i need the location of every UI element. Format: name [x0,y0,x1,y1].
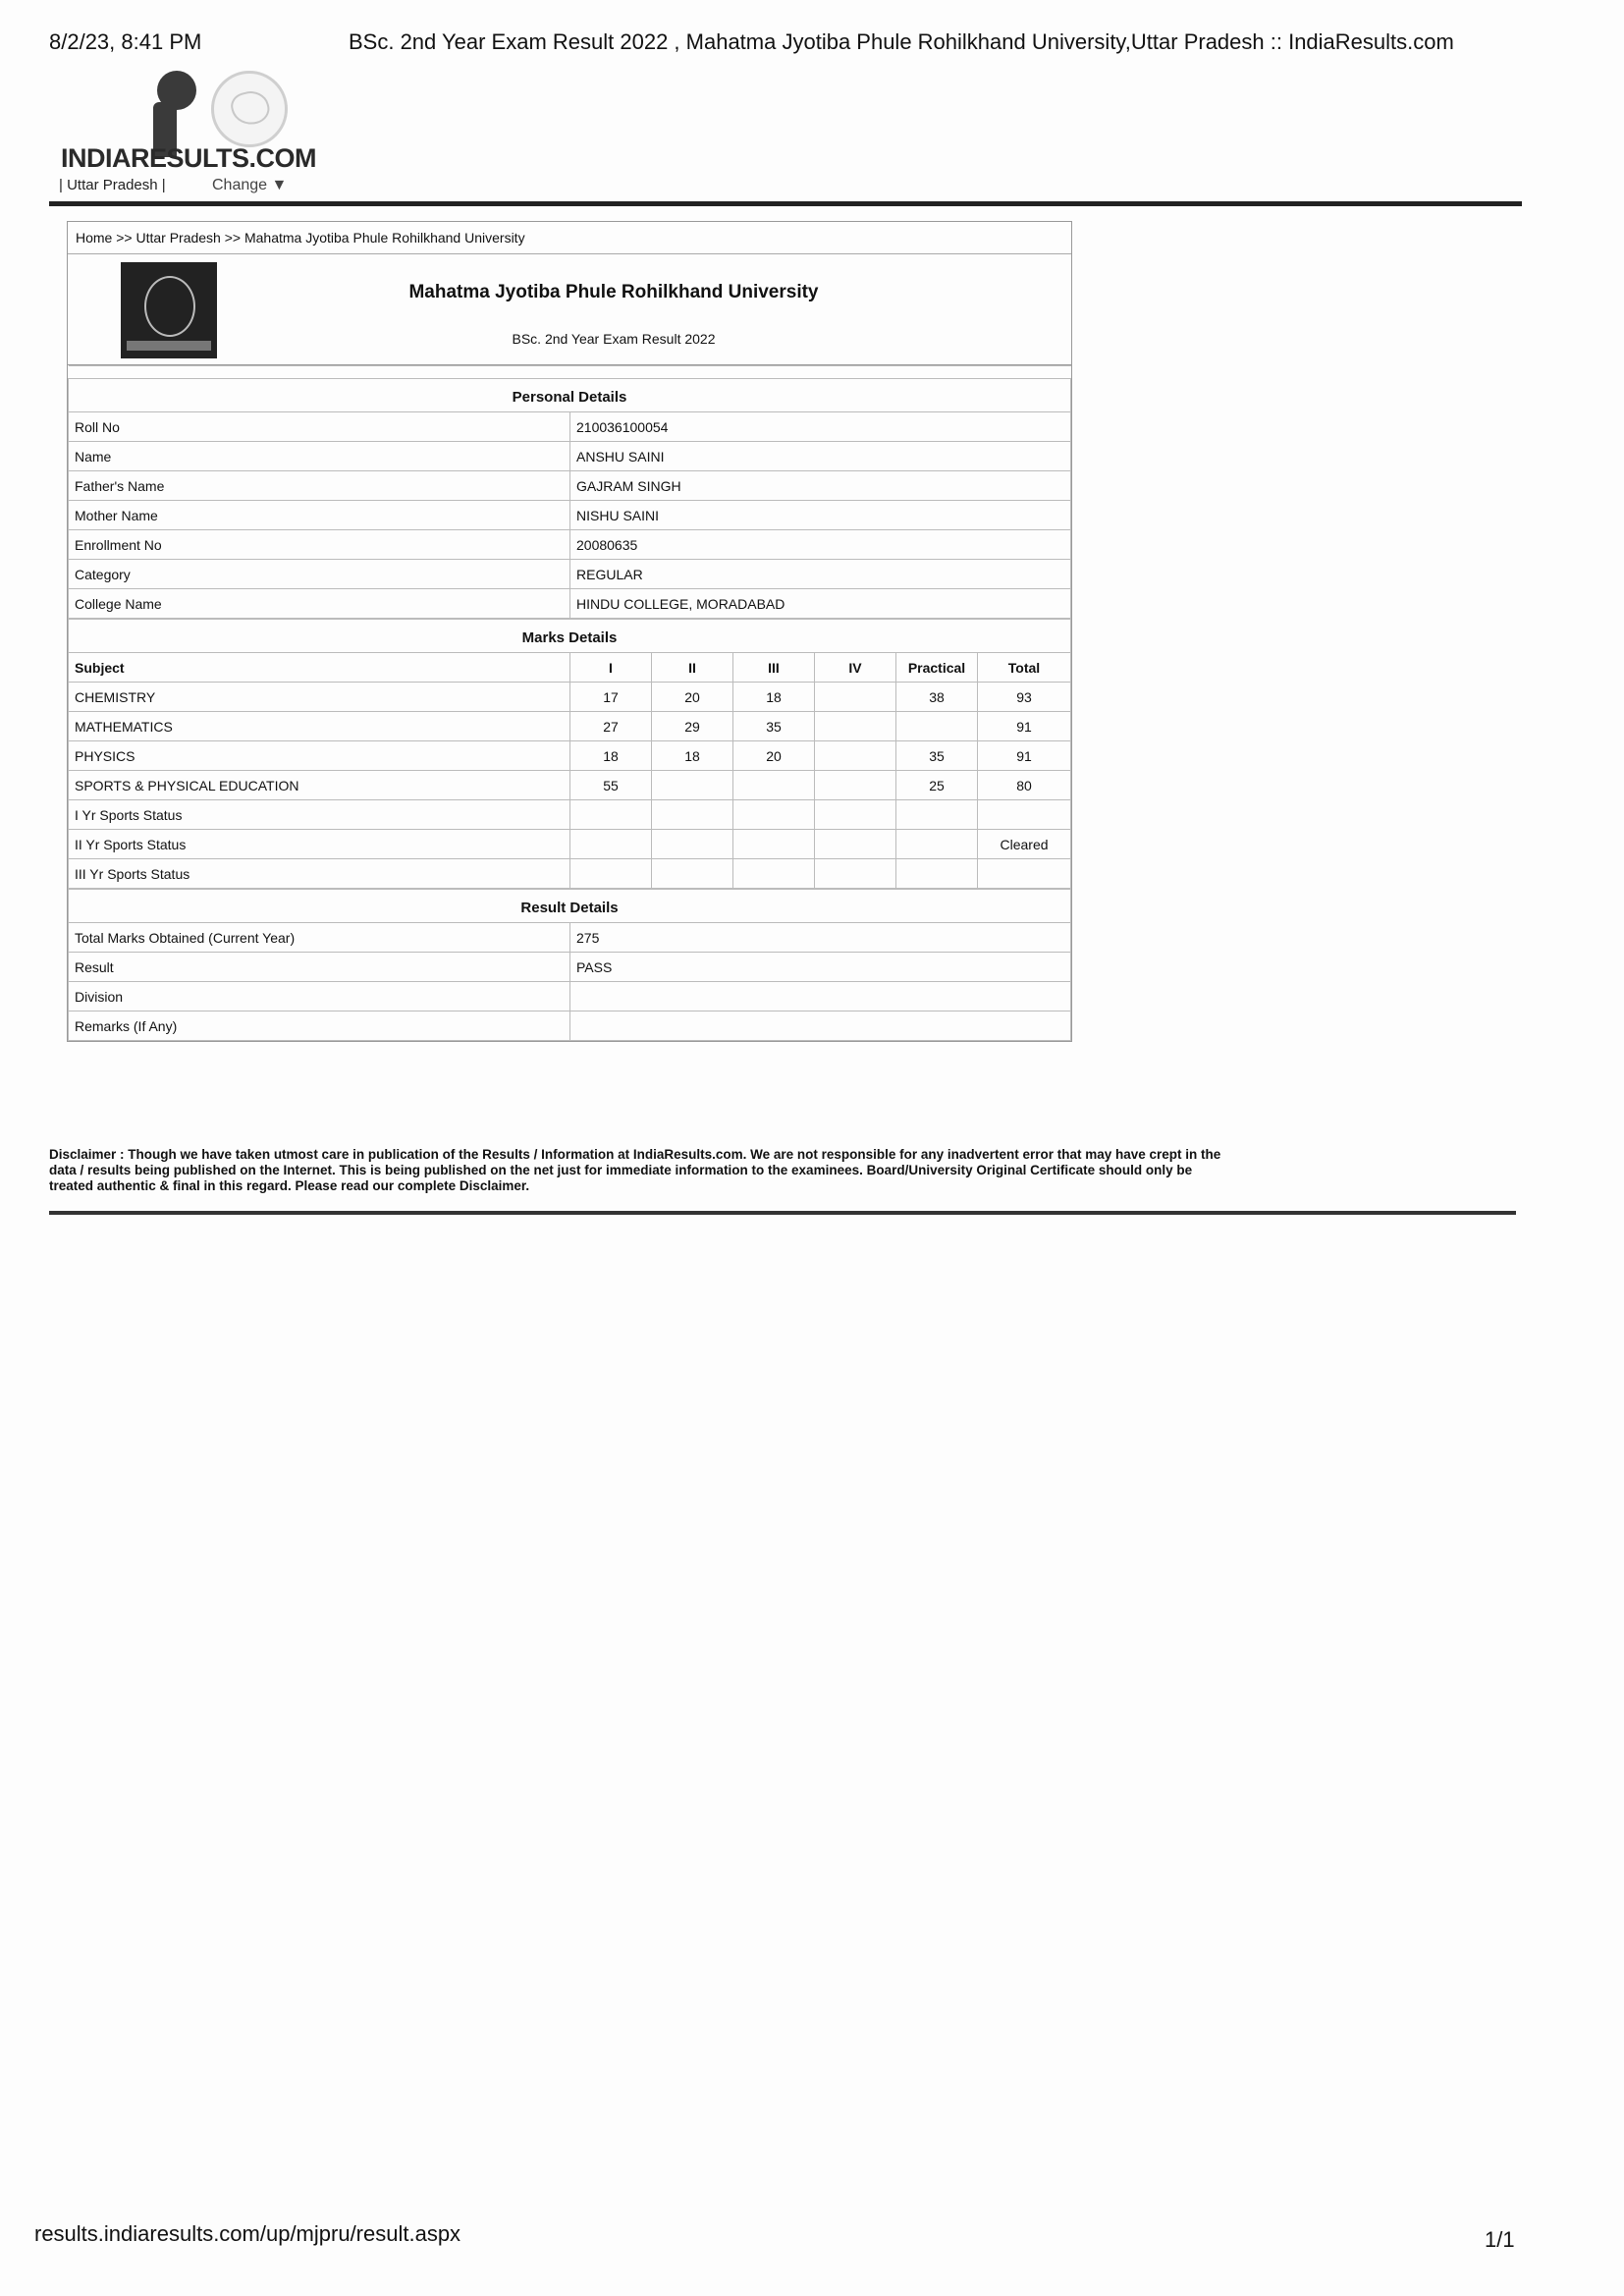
print-header [49,22,1565,61]
result-details-heading: Result Details [69,890,1071,923]
result-panel [67,221,1072,1042]
table-row: PHYSICS 18 18 20 35 91 [69,741,1071,771]
table-row: Father's Name GAJRAM SINGH [69,471,1071,501]
personal-details-table [68,365,1071,619]
footer-divider [49,1211,1516,1215]
table-row: Result PASS [69,953,1071,982]
table-row: Name ANSHU SAINI [69,442,1071,471]
table-row: MATHEMATICS 27 29 35 91 [69,712,1071,741]
personal-details-heading: Personal Details [69,379,1071,412]
table-row: SPORTS & PHYSICAL EDUCATION 55 25 80 [69,771,1071,800]
marks-details-heading: Marks Details [69,620,1071,653]
table-row: I Yr Sports Status [69,800,1071,830]
print-page-number: 1/1 [1485,2227,1515,2252]
up-map-icon [211,71,288,147]
marks-header-row: Subject I II III IV Practical Total [69,653,1071,683]
table-row: Roll No 210036100054 [69,412,1071,442]
site-logo[interactable] [59,63,316,200]
table-row: Category REGULAR [69,560,1071,589]
table-row: Mother Name NISHU SAINI [69,501,1071,530]
table-row: Enrollment No 20080635 [69,530,1071,560]
state-label: | Uttar Pradesh | [59,177,166,193]
table-row: College Name HINDU COLLEGE, MORADABAD [69,589,1071,619]
result-details-table [68,889,1071,1041]
table-row: Division [69,982,1071,1011]
exam-title: BSc. 2nd Year Exam Result 2022 [512,331,716,347]
site-brand: INDIARESULTS.COM [61,143,316,173]
print-datetime: 8/2/23, 8:41 PM [49,29,202,54]
table-row: Total Marks Obtained (Current Year) 275 [69,923,1071,953]
table-row: Remarks (If Any) [69,1011,1071,1041]
university-name: Mahatma Jyotiba Phule Rohilkhand University [408,282,819,302]
change-state-link[interactable]: Change ▼ [212,177,288,193]
print-page-title: BSc. 2nd Year Exam Result 2022 , Mahatma Jyotiba Phule Rohilkhand University,Uttar Pradesh :: IndiaResults.com [349,29,1454,54]
print-footer-url: results.indiaresults.com/up/mjpru/result.aspx [34,2221,461,2246]
header-divider [49,201,1522,206]
table-row: II Yr Sports Status Cleared [69,830,1071,859]
breadcrumb[interactable]: Home >> Uttar Pradesh >> Mahatma Jyotiba Phule Rohilkhand University [68,222,1071,254]
table-row: CHEMISTRY 17 20 18 38 93 [69,683,1071,712]
table-row: III Yr Sports Status [69,859,1071,889]
marks-details-table [68,619,1071,889]
university-header [68,254,1071,365]
disclaimer-text: Disclaimer : Though we have taken utmost care in publication of the Results / Information at IndiaResults.com. We are not responsible for any inadvertent error that may have crept in the data / results being published on the Internet. This is being published on the net just for immediate information to the examinees. Board/University Original Certificate should only be treated authentic & final in this regard. Please read our complete Disclaimer. [49,1147,1221,1193]
